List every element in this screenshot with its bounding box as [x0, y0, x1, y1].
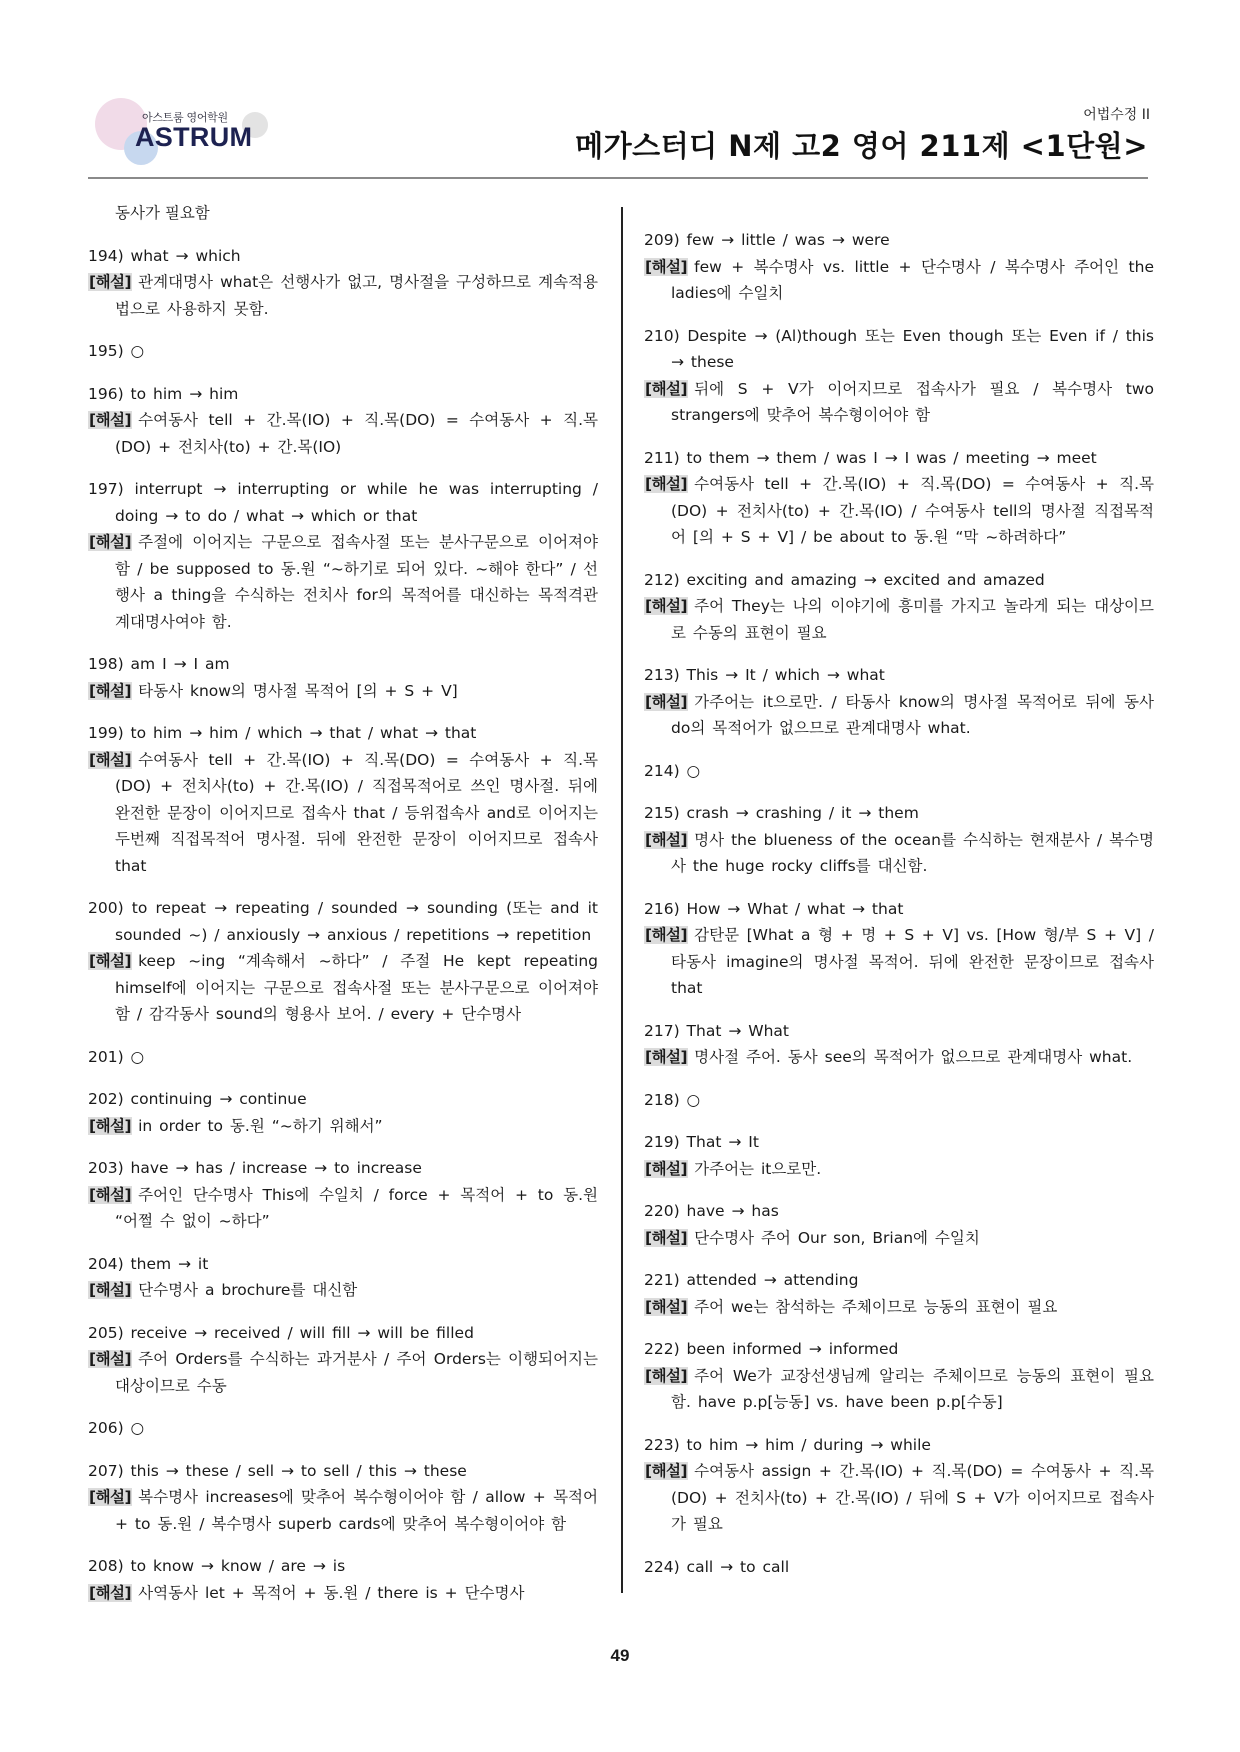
- explanation-label: [해설]: [645, 1297, 688, 1316]
- answer-correction: 219) That → It: [644, 1133, 759, 1151]
- explanation-text: 단수명사 주어 Our son, Brian에 수일치: [694, 1228, 980, 1247]
- explanation-label: [해설]: [89, 533, 132, 551]
- answer-correction: 223) to him → him / during → while: [644, 1435, 931, 1454]
- explanation-text: 수여동사 tell + 간.목(IO) + 직.목(DO) = 수여동사 + 직.목(DO) + 전치사(to) + 간.목(IO) / 직접목적어로 쓰인 명사절. 뒤에 완전한 문장이 이어지므로 접속사 that / 등위접속사 and로 이어지는 두번째 직접목적어 명사절. 뒤에 완전한 문장이 이어지므로 접속사 that: [115, 750, 598, 875]
- explanation-label: [해설]: [89, 411, 132, 429]
- answer-item: [644, 227, 1154, 307]
- explanation: [644, 1044, 1154, 1071]
- answer-correction: 195) ○: [88, 342, 145, 360]
- explanation-text: 주어 They는 나의 이야기에 흥미를 가지고 놀라게 되는 대상이므로 수동의 표현이 필요: [671, 597, 1154, 642]
- explanation-label: [해설]: [645, 830, 688, 849]
- explanation-label: [해설]: [645, 257, 688, 276]
- explanation-label: [해설]: [89, 1350, 132, 1368]
- page-title: 메가스터디 N제 고2 영어 211제 <1단원>: [575, 129, 1148, 163]
- explanation: [644, 471, 1154, 551]
- column-divider: [621, 207, 623, 1593]
- answer-item: [88, 1251, 598, 1304]
- explanation-label: [해설]: [89, 1281, 132, 1299]
- answer-correction: 212) exciting and amazing → excited and amazed: [644, 570, 1045, 589]
- explanation-label: [해설]: [89, 1488, 132, 1506]
- answer-item: [644, 1267, 1154, 1320]
- right-column: [644, 227, 1154, 1596]
- explanation-text: 타동사 know의 명사절 목적어 [의 + S + V]: [138, 681, 458, 700]
- explanation: [644, 593, 1154, 646]
- explanation-label: [해설]: [645, 1228, 688, 1247]
- explanation: [88, 1484, 598, 1537]
- explanation-text: in order to 동.원 “~하기 위해서”: [138, 1116, 383, 1135]
- explanation-text: 주어 we는 참석하는 주체이므로 능동의 표현이 필요: [694, 1297, 1058, 1316]
- explanation-label: [해설]: [645, 597, 688, 615]
- explanation-text: 주어인 단수명사 This에 수일치 / force + 목적어 + to 동.원 “어쩔 수 없이 ~하다”: [115, 1185, 598, 1230]
- answer-item: [644, 1129, 1154, 1182]
- answer-item: [644, 662, 1154, 742]
- answer-item: [644, 758, 1154, 785]
- answer-correction: 218) ○: [644, 1090, 701, 1109]
- answer-item: [644, 1432, 1154, 1538]
- explanation-label: [해설]: [89, 1583, 132, 1602]
- explanation: [88, 948, 598, 1028]
- left-column: [88, 200, 598, 1622]
- answer-correction: 202) continuing → continue: [88, 1090, 307, 1108]
- explanation-label: [해설]: [89, 1185, 132, 1204]
- explanation-text: keep ~ing “계속해서 ~하다” / 주절 He kept repeating himself에 이어지는 구문으로 접속사절 또는 분사구문으로 이어져야 함 / 감각동사 sound의 형용사 보어. / every + 단수명사: [115, 952, 598, 1023]
- explanation-label: [해설]: [89, 273, 132, 291]
- answer-correction: 197) interrupt → interrupting or while he was interrupting / doing → to do / what → which or that: [88, 480, 598, 525]
- answer-correction: 207) this → these / sell → to sell / this → these: [88, 1461, 467, 1480]
- logo-subtitle: 아스트룸 영어학원: [142, 111, 228, 124]
- answer-item: [644, 1554, 1154, 1581]
- answer-item: [644, 1018, 1154, 1071]
- answer-correction: 196) to him → him: [88, 384, 239, 403]
- explanation-text: 수여동사 assign + 간.목(IO) + 직.목(DO) = 수여동사 + 직.목(DO) + 전치사(to) + 간.목(IO) / 뒤에 S + V가 이어지므로 접속사가 필요: [671, 1462, 1154, 1533]
- answer-item: [88, 338, 598, 365]
- explanation-label: [해설]: [645, 926, 688, 944]
- continuation-text: 동사가 필요함: [115, 204, 210, 222]
- answer-correction: 216) How → What / what → that: [644, 899, 904, 918]
- answer-item: [644, 1087, 1154, 1114]
- answer-item: [644, 896, 1154, 1002]
- answer-correction: 208) to know → know / are → is: [88, 1557, 346, 1575]
- explanation-label: [해설]: [645, 475, 688, 493]
- explanation-text: 감탄문 [What a 형 + 명 + S + V] vs. [How 형/부 S + V] / 타동사 imagine의 명사절 목적어. 뒤에 완전한 문장이므로 접속사 that: [671, 926, 1154, 997]
- explanation-text: 사역동사 let + 목적어 + 동.원 / there is + 단수명사: [138, 1583, 525, 1602]
- answer-item: [88, 720, 598, 879]
- explanation-text: 명사절 주어. 동사 see의 목적어가 없으므로 관계대명사 what.: [694, 1048, 1133, 1066]
- explanation-text: 가주어는 it으로만.: [694, 1159, 822, 1178]
- answer-correction: 213) This → It / which → what: [644, 666, 885, 684]
- explanation: [88, 747, 598, 880]
- answer-item: [88, 1415, 598, 1442]
- answer-correction: 203) have → has / increase → to increase: [88, 1159, 422, 1177]
- explanation-label: [해설]: [89, 952, 132, 970]
- explanation-label: [해설]: [645, 1159, 688, 1178]
- answer-correction: 221) attended → attending: [644, 1271, 859, 1289]
- explanation-text: 명사 the blueness of the ocean를 수식하는 현재분사 / 복수명사 the huge rocky cliffs를 대신함.: [671, 830, 1154, 875]
- answer-item: [88, 1155, 598, 1235]
- answer-item: [88, 476, 598, 635]
- answer-item: [644, 323, 1154, 429]
- explanation: [644, 254, 1154, 307]
- explanation-text: 주어 Orders를 수식하는 과거분사 / 주어 Orders는 이행되어지는 대상이므로 수동: [115, 1350, 598, 1395]
- explanation-text: 복수명사 increases에 맞추어 복수형이어야 함 / allow + 목적어 + to 동.원 / 복수명사 superb cards에 맞추어 복수형이어야 함: [115, 1488, 598, 1533]
- explanation: [644, 1225, 1154, 1252]
- explanation: [644, 922, 1154, 1002]
- section-label: 어법수정 II: [1083, 107, 1150, 123]
- answer-item: [644, 800, 1154, 880]
- explanation: [88, 269, 598, 322]
- answer-item: [88, 1553, 598, 1606]
- answer-item: [88, 1044, 598, 1071]
- explanation-text: 수여동사 tell + 간.목(IO) + 직.목(DO) = 수여동사 + 직.목(DO) + 전치사(to) + 간.목(IO) / 수여동사 tell의 명사절 직접목적어 [의 + S + V] / be about to 동.원 “막 ~하려하다”: [671, 475, 1154, 546]
- answer-correction: 209) few → little / was → were: [644, 231, 890, 249]
- answer-item: [88, 1320, 598, 1400]
- explanation: [644, 1156, 1154, 1183]
- answer-item: [88, 895, 598, 1028]
- page-number: 49: [610, 1646, 630, 1665]
- explanation-label: [해설]: [645, 379, 688, 398]
- answer-item: [88, 1458, 598, 1538]
- answer-correction: 201) ○: [88, 1047, 145, 1066]
- answer-correction: 217) That → What: [644, 1021, 789, 1040]
- explanation: [88, 1182, 598, 1235]
- explanation: [644, 689, 1154, 742]
- answer-correction: 194) what → which: [88, 246, 241, 265]
- explanation: [644, 827, 1154, 880]
- answer-correction: 224) call → to call: [644, 1557, 790, 1576]
- explanation-label: [해설]: [645, 1048, 688, 1066]
- explanation-text: 관계대명사 what은 선행사가 없고, 명사절을 구성하므로 계속적용법으로 사용하지 못함.: [115, 273, 598, 318]
- explanation-text: 주절에 이어지는 구문으로 접속사절 또는 분사구문으로 이어져야 함 / be supposed to 동.원 “~하기로 되어 있다. ~해야 한다” / 선행사 a thing을 수식하는 전치사 for의 목적어를 대신하는 목적격관계대명사여야 함.: [115, 533, 598, 631]
- explanation-text: 가주어는 it으로만. / 타동사 know의 명사절 목적어로 뒤에 동사 do의 목적어가 없으므로 관계대명사 what.: [671, 692, 1154, 737]
- explanation-label: [해설]: [645, 692, 688, 711]
- answer-item: [88, 381, 598, 461]
- explanation-text: 수여동사 tell + 간.목(IO) + 직.목(DO) = 수여동사 + 직.목(DO) + 전치사(to) + 간.목(IO): [115, 411, 598, 456]
- answer-correction: 215) crash → crashing / it → them: [644, 804, 919, 822]
- answer-correction: 206) ○: [88, 1419, 145, 1437]
- explanation: [88, 678, 598, 705]
- explanation: [88, 1113, 598, 1140]
- answer-item: [88, 1086, 598, 1139]
- explanation: [88, 1580, 598, 1607]
- explanation-label: [해설]: [645, 1462, 688, 1480]
- answer-item: [88, 651, 598, 704]
- explanation: [88, 1277, 598, 1304]
- explanation-label: [해설]: [89, 750, 132, 769]
- header-divider: [88, 177, 1148, 179]
- answer-correction: 204) them → it: [88, 1254, 209, 1273]
- explanation-text: 단수명사 a brochure를 대신함: [138, 1281, 358, 1299]
- explanation: [644, 1363, 1154, 1416]
- answer-item: [88, 243, 598, 323]
- answer-correction: 198) am I → I am: [88, 655, 230, 673]
- answer-item: [644, 445, 1154, 551]
- academy-logo: [92, 94, 282, 174]
- answer-correction: 214) ○: [644, 761, 701, 780]
- answer-correction: 211) to them → them / was I → I was / meeting → meet: [644, 448, 1097, 467]
- explanation-label: [해설]: [89, 1116, 132, 1135]
- answer-item: [644, 1336, 1154, 1416]
- answer-correction: 220) have → has: [644, 1202, 779, 1220]
- explanation-text: 뒤에 S + V가 이어지므로 접속사가 필요 / 복수명사 two strangers에 맞추어 복수형이어야 함: [671, 379, 1154, 424]
- explanation: [644, 376, 1154, 429]
- answer-correction: 210) Despite → (Al)though 또는 Even though 또는 Even if / this → these: [644, 326, 1154, 371]
- explanation: [88, 407, 598, 460]
- explanation: [88, 1346, 598, 1399]
- answer-correction: 205) receive → received / will fill → will be filled: [88, 1323, 474, 1342]
- explanation-label: [해설]: [645, 1366, 688, 1385]
- explanation: [644, 1458, 1154, 1538]
- answer-correction: 199) to him → him / which → that / what → that: [88, 724, 477, 742]
- explanation-label: [해설]: [89, 681, 132, 700]
- explanation: [88, 529, 598, 635]
- answer-correction: 222) been informed → informed: [644, 1340, 899, 1358]
- answer-item: [644, 567, 1154, 647]
- explanation: [644, 1294, 1154, 1321]
- logo-name: ASTRUM: [135, 122, 253, 152]
- explanation-text: 주어 We가 교장선생님께 알리는 주체이므로 능동의 표현이 필요함. have p.p[능동] vs. have been p.p[수동]: [671, 1366, 1154, 1411]
- answer-correction: 200) to repeat → repeating / sounded → sounding (또는 and it sounded ~) / anxiously → anxious / repetitions → repetition: [88, 899, 598, 944]
- answer-item: [644, 1198, 1154, 1251]
- explanation-text: few + 복수명사 vs. little + 단수명사 / 복수명사 주어인 the ladies에 수일치: [671, 257, 1154, 302]
